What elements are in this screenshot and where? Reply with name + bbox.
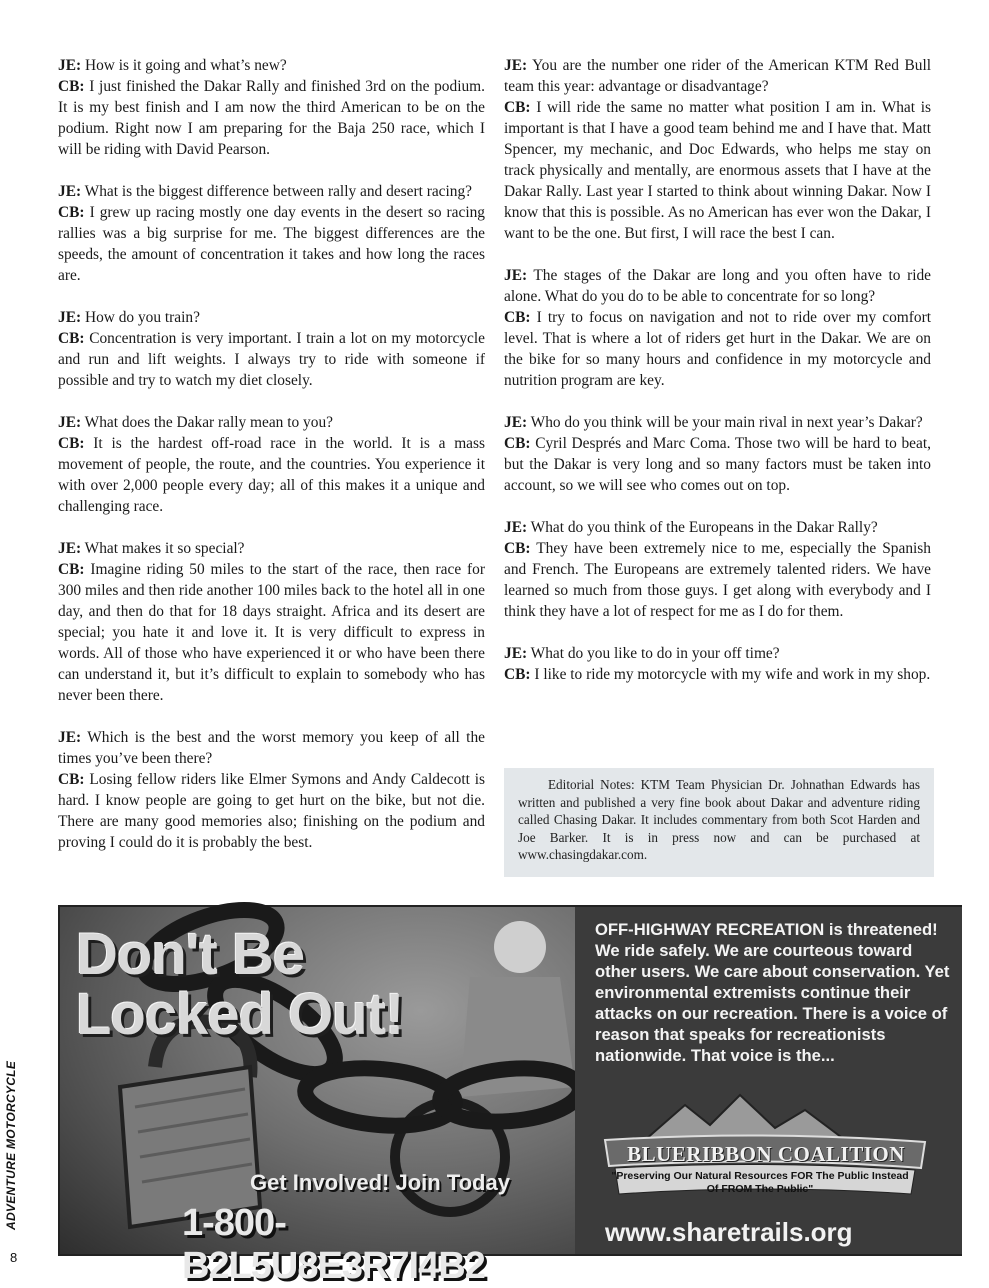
editorial-note-box	[504, 768, 934, 877]
qa-block	[58, 307, 485, 391]
answer-speaker: CB:	[58, 771, 85, 788]
qa-block	[58, 181, 485, 286]
question-text: What does the Dakar rally mean to you?	[84, 414, 333, 431]
qa-block	[504, 517, 931, 622]
question-text: What do you think of the Europeans in the Dakar Rally?	[530, 519, 878, 536]
answer-speaker: CB:	[58, 204, 85, 221]
question-speaker: JE:	[58, 540, 82, 557]
qa-block	[504, 643, 931, 685]
qa-block	[504, 265, 931, 391]
question-text: The stages of the Dakar are long and you often have to ride alone. What do you do to be able to concentrate for so long?	[504, 267, 931, 305]
qa-block	[504, 412, 931, 496]
answer-text: I will ride the same no matter what position I am in. What is important is that I have a good team behind me and I have that. Matt Spencer, my mechanic, and Doc Edwards, who helps me stay on track physically and mentally, are enormous assets that I have at the Dakar Rally. Last year I started to think about winning Dakar. Now I know that this is possible. As no American has ever won the Dakar, I want to be the one. But first, I will race the best I can.	[504, 99, 931, 242]
answer-text: Losing fellow riders like Elmer Symons and Andy Caldecott is hard. I know people are going to get hurt on the bike, but not die. There are many good memories also; finishing on the podium and proving I could do it is probably the best.	[58, 771, 485, 851]
ad-call-to-action: Get Involved! Join Today	[250, 1170, 510, 1195]
answer-speaker: CB:	[504, 309, 531, 326]
question-speaker: JE:	[58, 183, 82, 200]
qa-block	[58, 55, 485, 160]
question-speaker: JE:	[58, 57, 82, 74]
qa-block	[58, 727, 485, 853]
question-text: What makes it so special?	[84, 540, 245, 557]
question-speaker: JE:	[504, 645, 528, 662]
ad-headline-line1: Don't Be	[76, 922, 305, 987]
logo-name: BLUERIBBON COALITION	[627, 1142, 905, 1166]
answer-speaker: CB:	[58, 330, 85, 347]
question-text: You are the number one rider of the American KTM Red Bull team this year: advantage or disadvantage?	[504, 57, 932, 95]
padlock-icon	[120, 1022, 260, 1227]
blueribbon-advertisement	[58, 905, 962, 1287]
qa-block	[58, 412, 485, 517]
qa-block	[58, 538, 485, 706]
answer-text: I just finished the Dakar Rally and finished 3rd on the podium. It is my best finish and I am now the third American to be on the podium. Right now I am preparing for the Baja 250 race, which I will be riding with David Pearson.	[58, 78, 485, 158]
ad-url: www.sharetrails.org	[605, 1217, 853, 1247]
answer-text: I grew up racing mostly one day events in the desert so racing rallies was a big surprise for me. The biggest differences are the speeds, the amount of concentration it takes and how long the races are.	[58, 204, 486, 284]
question-speaker: JE:	[504, 267, 528, 284]
ad-body-text: We ride safely. We are courteous toward other users. We care about conservation. Yet environmental extremists continue their attacks on our recreation. There is a voice of reason that speaks for recreationists nationwide. That voice is the...	[595, 941, 950, 1065]
answer-text: I like to ride my motorcycle with my wife and work in my shop.	[534, 666, 931, 683]
blueribbon-logo	[605, 1090, 925, 1208]
answer-speaker: CB:	[504, 435, 531, 452]
question-text: Who do you think will be your main rival in next year’s Dakar?	[530, 414, 923, 431]
page-number: 8	[10, 1250, 18, 1265]
ad-body-lead: OFF-HIGHWAY RECREATION is threatened!	[595, 920, 938, 939]
left-column	[58, 55, 485, 874]
qa-block	[504, 55, 931, 244]
question-text: How do you train?	[84, 309, 200, 326]
ad-text-panel	[575, 907, 962, 1254]
answer-speaker: CB:	[58, 435, 85, 452]
question-speaker: JE:	[504, 57, 528, 74]
question-text: Which is the best and the worst memory you keep of all the times you’ve been there?	[58, 729, 485, 767]
magazine-side-label: ADVENTURE MOTORCYCLE	[4, 1060, 18, 1230]
question-speaker: JE:	[504, 519, 528, 536]
ad-phone-number: 1-800-B2L5U8E3R7I4B2	[182, 1202, 485, 1287]
question-text: How is it going and what’s new?	[84, 57, 287, 74]
logo-tagline: "Preserving Our Natural Resources FOR The Public Instead Of FROM The Public"	[611, 1170, 909, 1195]
question-speaker: JE:	[504, 414, 528, 431]
ad-body	[595, 919, 955, 1066]
ad-headline-line2: Locked Out!	[76, 982, 404, 1047]
answer-speaker: CB:	[504, 540, 531, 557]
ad-photo	[60, 907, 575, 1287]
question-speaker: JE:	[58, 309, 82, 326]
ad-headline	[76, 922, 404, 1047]
answer-text: I try to focus on navigation and not to ride over my comfort level. That is where a lot of riders get hurt in the Dakar. We are on the bike for so many hours and confidence in my motorcycle and nutrition program are key.	[504, 309, 931, 389]
answer-speaker: CB:	[58, 561, 85, 578]
answer-speaker: CB:	[504, 666, 531, 683]
question-text: What is the biggest difference between rally and desert racing?	[84, 183, 472, 200]
question-speaker: JE:	[58, 729, 82, 746]
question-text: What do you like to do in your off time?	[530, 645, 780, 662]
answer-text: They have been extremely nice to me, especially the Spanish and French. The Europeans are extremely talented riders. We have learned so much from those guys. I get along with everybody and I think they have a lot of respect for me as I do for them.	[504, 540, 931, 620]
answer-text: Concentration is very important. I train a lot on my motorcycle and run and lift weights. I always try to ride with someone if possible and try to watch my diet closely.	[58, 330, 485, 389]
question-speaker: JE:	[58, 414, 82, 431]
editorial-note-text: Editorial Notes: KTM Team Physician Dr. Johnathan Edwards has written and published a very fine book about Dakar and adventure riding called Chasing Dakar. It includes commentary from both Scot Harden and Joe Barker. It is in press now and can be purchased at www.chasingdakar.com.	[518, 777, 920, 862]
answer-speaker: CB:	[504, 99, 531, 116]
answer-text: Cyril Després and Marc Coma. Those two will be hard to beat, but the Dakar is very long and so many factors must be taken into account, so we will see who comes out on top.	[504, 435, 931, 494]
right-column	[504, 55, 931, 706]
answer-text: Imagine riding 50 miles to the start of the race, then race for 300 miles and then ride another 100 miles back to the hotel all in one day, and then do that for 18 days straight. Africa and its desert are special; you hate it and love it. It is very difficult to express in words. All of those who have experienced it or who have been there can understand it, but it’s difficult to explain to somebody who has never been there.	[58, 561, 485, 704]
answer-speaker: CB:	[58, 78, 85, 95]
answer-text: It is the hardest off-road race in the world. It is a mass movement of people, the route, and the countries. You experience it with over 2,000 people every day; all of this makes it a unique and challenging race.	[58, 435, 485, 515]
